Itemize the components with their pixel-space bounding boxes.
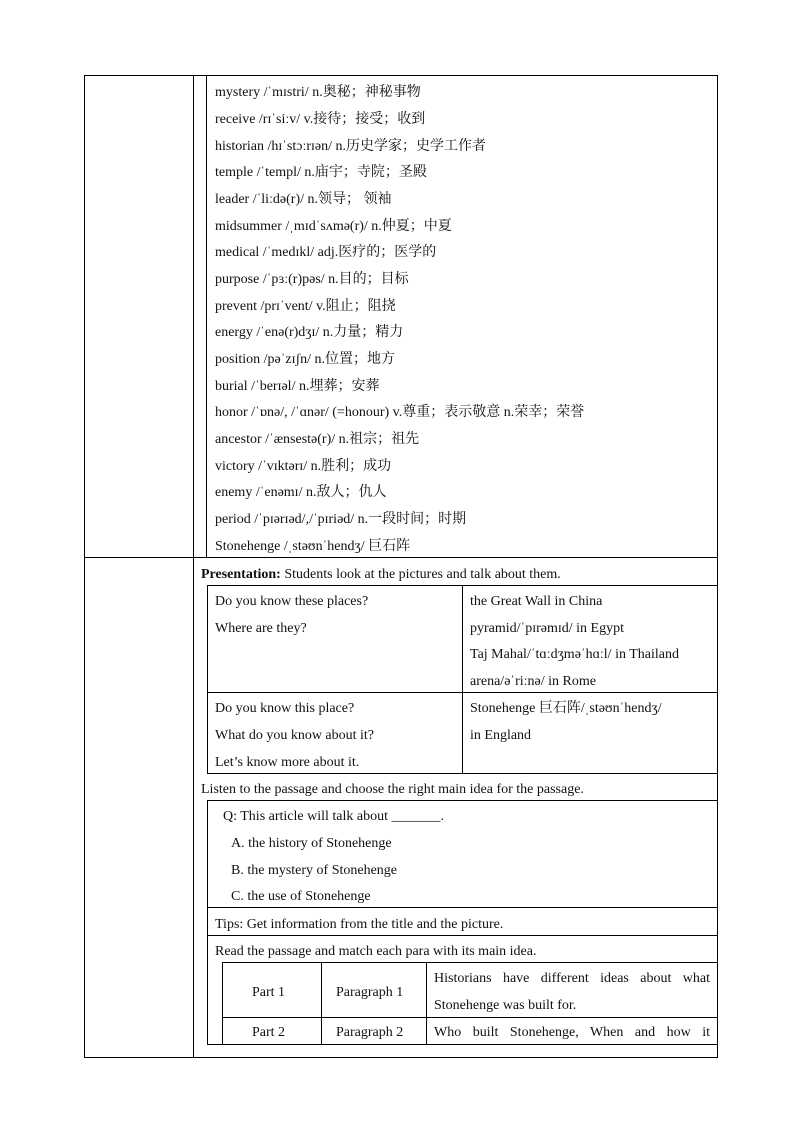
question-option: A. the history of Stonehenge	[231, 836, 392, 851]
places-answer: Stonehenge 巨石阵/ˌstəʊnˈhendʒ/	[470, 701, 662, 716]
places-question: What do you know about it?	[215, 728, 375, 743]
vocab-item: position /pəˈzɪʃn/ n.位置；地方	[215, 352, 396, 367]
match-table-left	[222, 962, 223, 1044]
question-option: B. the mystery of Stonehenge	[231, 863, 398, 878]
match-idea: Stonehenge was built for.	[434, 998, 577, 1013]
match-part: Part 2	[252, 1025, 286, 1040]
vocab-item: energy /ˈenə(r)dʒɪ/ n.力量；精力	[215, 325, 404, 340]
vocab-item: historian /hɪˈstɔːrɪən/ n.历史学家；史学工作者	[215, 139, 487, 154]
outer-left-border	[84, 75, 85, 1057]
match-table-mid	[222, 1017, 718, 1018]
places-answer: pyramid/ˈpɪrəmɪd/ in Egypt	[470, 621, 624, 636]
tips-bottom-line	[207, 935, 717, 936]
vocab-item: burial /ˈberɪəl/ n.埋葬；安葬	[215, 379, 380, 394]
tips-left-line	[207, 907, 208, 1044]
vocab-item: leader /ˈliːdə(r)/ n.领导； 领袖	[215, 192, 392, 207]
places-answer: in England	[470, 728, 532, 743]
tips-text: Tips: Get information from the title and the picture.	[215, 917, 504, 932]
question-option: C. the use of Stonehenge	[231, 889, 371, 904]
places-question: Do you know this place?	[215, 701, 355, 716]
places-question: Where are they?	[215, 621, 307, 636]
outer-row-divider	[84, 557, 718, 558]
vocab-item: midsummer /ˌmɪdˈsʌmə(r)/ n.仲夏；中夏	[215, 219, 452, 234]
match-table-col1	[321, 962, 322, 1044]
vocab-item: Stonehenge /ˌstəʊnˈhendʒ/ 巨石阵	[215, 539, 411, 554]
vocab-item: victory /ˈvɪktərɪ/ n.胜利；成功	[215, 459, 392, 474]
places-answer: the Great Wall in China	[470, 594, 603, 609]
places-answer: Taj Mahal/ˈtɑːdʒməˈhɑːl/ in Thailand	[470, 647, 679, 662]
presentation-label: Presentation:	[201, 567, 281, 582]
vocab-item: receive /rɪˈsiːv/ v.接待；接受；收到	[215, 112, 426, 127]
match-table-top	[222, 962, 718, 963]
question-stem: Q: This article will talk about _______.	[223, 809, 444, 824]
vocab-item: purpose /ˈpɜː(r)pəs/ n.目的；目标	[215, 272, 409, 287]
vocab-item: period /ˈpɪərɪəd/,/ˈpɪriəd/ n.一段时间；时期	[215, 512, 467, 527]
vocab-item: temple /ˈtempl/ n.庙宇；寺院；圣殿	[215, 165, 427, 180]
vocab-item: medical /ˈmedɪkl/ adj.医疗的；医学的	[215, 245, 437, 260]
match-paragraph: Paragraph 1	[336, 985, 404, 1000]
match-part: Part 1	[252, 985, 286, 1000]
vocab-item: ancestor /ˈænsestə(r)/ n.祖宗；祖先	[215, 432, 420, 447]
places-answer: arena/əˈriːnə/ in Rome	[470, 674, 596, 689]
match-idea: Who built Stonehenge, When and how it	[434, 1025, 710, 1040]
places-question: Do you know these places?	[215, 594, 369, 609]
outer-bottom-border	[84, 1057, 718, 1058]
question-box-top	[207, 800, 717, 801]
places-table-left	[207, 585, 208, 773]
outer-right-border	[717, 75, 718, 1057]
match-instruction: Read the passage and match each para with its main idea.	[215, 944, 537, 959]
presentation-text: Students look at the pictures and talk about them.	[280, 567, 561, 582]
match-idea: Historians have different ideas about what	[434, 971, 710, 986]
match-table-col2	[426, 962, 427, 1044]
question-box-bottom	[207, 907, 717, 908]
places-table-divider	[462, 585, 463, 773]
places-table-bottom	[207, 773, 717, 774]
listen-instruction: Listen to the passage and choose the right main idea for the passage.	[201, 782, 584, 797]
vocab-item: prevent /prɪˈvent/ v.阻止；阻挠	[215, 299, 396, 314]
question-box-left	[207, 800, 208, 907]
match-paragraph: Paragraph 2	[336, 1025, 404, 1040]
vocab-item: honor /ˈɒnə/, /ˈɑnər/ (=honour) v.尊重；表示敬意 n.荣幸；荣誉	[215, 405, 585, 420]
match-table-bottom	[207, 1044, 718, 1045]
presentation-line	[201, 566, 561, 584]
places-question: Let’s know more about it.	[215, 755, 360, 770]
vocab-item: enemy /ˈenəmɪ/ n.敌人；仇人	[215, 485, 387, 500]
vocab-item: mystery /ˈmɪstri/ n.奥秘；神秘事物	[215, 85, 421, 100]
outer-column-divider	[193, 75, 194, 1057]
